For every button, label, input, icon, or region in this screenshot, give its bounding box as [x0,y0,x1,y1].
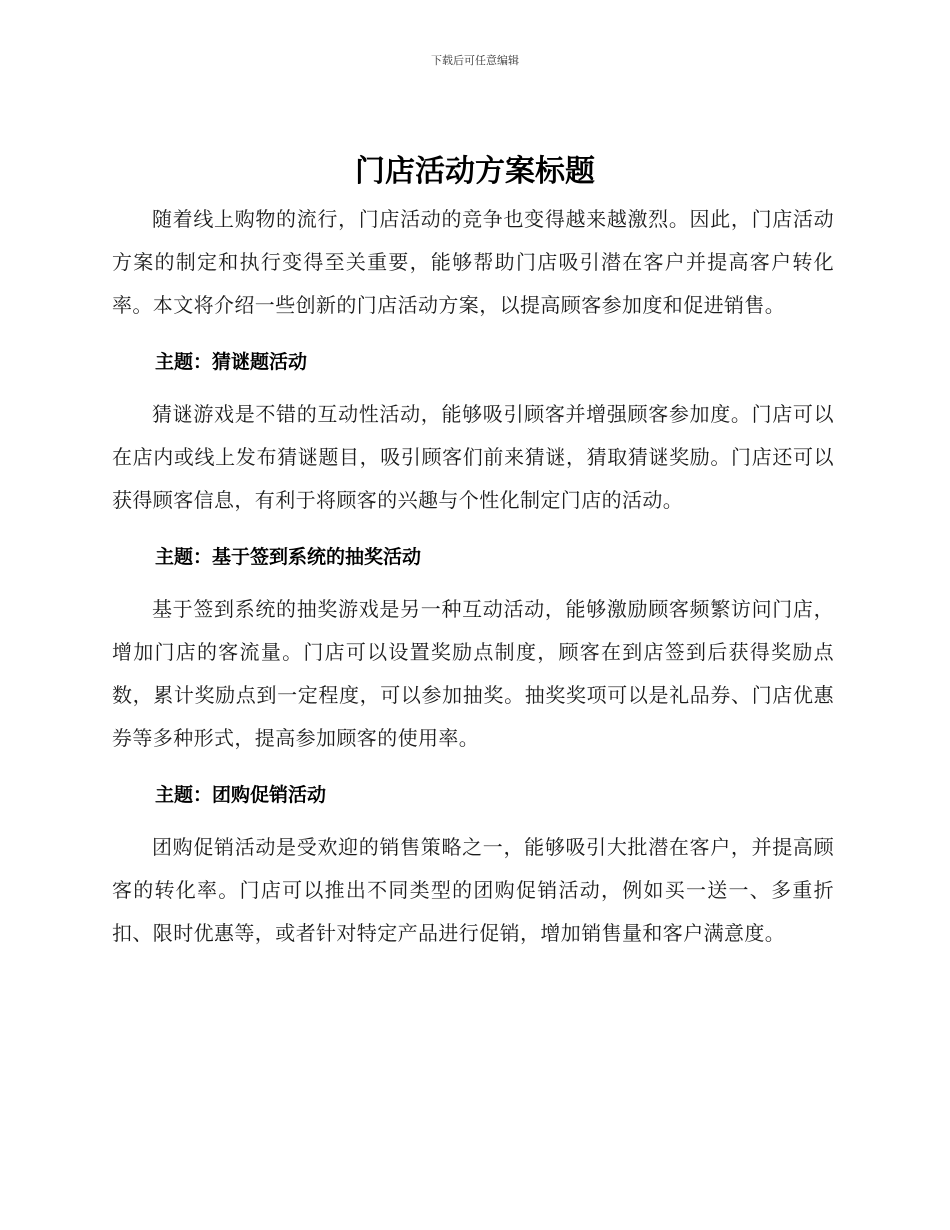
section-heading-lottery: 主题：基于签到系统的抽奖活动 [155,546,422,568]
section-body-riddle: 猜谜游戏是不错的互动性活动，能够吸引顾客并增强顾客参加度。门店可以在店内或线上发布猜谜题目，吸引顾客们前来猜谜，猜取猜谜奖励。门店还可以获得顾客信息，有利于将顾客的兴趣与个性化制定门店的活动。 [112,402,834,512]
intro-paragraph: 随着线上购物的流行，门店活动的竞争也变得越来越激烈。因此，门店活动方案的制定和执行变得至关重要，能够帮助门店吸引潜在客户并提高客户转化率。本文将介绍一些创新的门店活动方案，以提高顾客参加度和促进销售。 [112,207,834,317]
section-heading-group-buy: 主题：团购促销活动 [155,784,327,806]
document-body [112,198,834,955]
header-note: 下载后可任意编辑 [431,54,519,67]
section-heading-riddle: 主题：猜谜题活动 [155,351,308,373]
section-body-lottery: 基于签到系统的抽奖游戏是另一种互动活动，能够激励顾客频繁访问门店，增加门店的客流量。门店可以设置奖励点制度，顾客在到店签到后获得奖励点数，累计奖励点到一定程度，可以参加抽奖。抽奖奖项可以是礼品券、门店优惠券等多种形式，提高参加顾客的使用率。 [112,597,834,750]
section-body-group-buy: 团购促销活动是受欢迎的销售策略之一，能够吸引大批潜在客户，并提高顾客的转化率。门店可以推出不同类型的团购促销活动，例如买一送一、多重折扣、限时优惠等，或者针对特定产品进行促销，增加销售量和客户满意度。 [112,835,834,945]
document-title: 门店活动方案标题 [355,154,595,189]
